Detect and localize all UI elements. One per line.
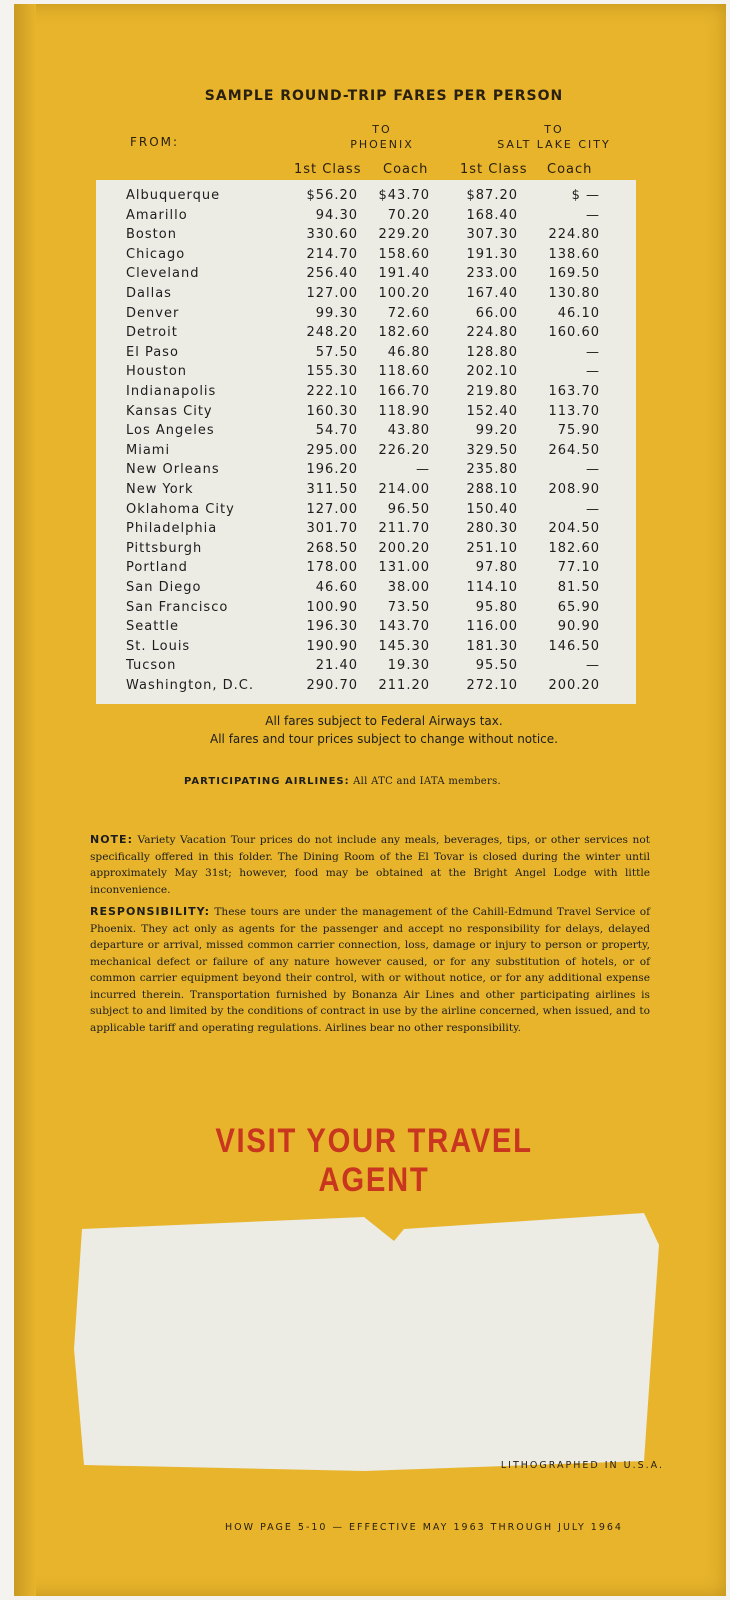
city-name: Boston [126,227,177,243]
fare-row [96,306,636,326]
slc-coach-fare: 208.90 [548,482,600,497]
fare-row [96,482,636,502]
phoenix-coach-fare: 211.20 [378,678,430,693]
agent-stamp-area [64,1199,684,1479]
phoenix-first-class-fare: 196.30 [306,619,358,635]
fare-row [96,227,636,247]
phoenix-coach-fare: 118.90 [378,403,430,419]
phoenix-coach-fare: 145.30 [378,638,430,654]
city-name: Albuquerque [126,188,221,203]
fare-row [96,286,636,306]
slc-coach-fare: 81.50 [557,580,600,595]
slc-first-class-fare: 116.00 [466,619,518,635]
slc-first-class-fare: 219.80 [466,384,518,399]
city-name: Washington, D.C. [126,678,255,693]
phoenix-first-class-fare: 268.50 [306,540,358,556]
slc-first-class-fare: 168.40 [466,207,518,223]
slc-coach-fare: 77.10 [557,560,600,576]
phoenix-first-class-fare: 214.70 [306,246,358,262]
responsibility-paragraph [90,904,650,1036]
fare-row [96,325,636,345]
phoenix-first-class-fare: 57.50 [315,344,358,360]
slc-coach-fare: 169.50 [548,266,600,282]
fare-row [96,639,636,659]
phoenix-first-class-fare: 256.40 [306,266,358,282]
phoenix-coach-fare: 70.20 [387,207,430,223]
slc-first-class-fare: 307.30 [466,227,518,243]
phoenix-first-class-fare: 196.20 [306,462,358,478]
phoenix-first-class-fare: 46.60 [315,580,358,595]
phoenix-coach-header: Coach [383,162,429,177]
phoenix-first-class-header: 1st Class [294,162,362,177]
fare-row [96,541,636,561]
city-name: Dallas [126,286,172,301]
change-footnote: All fares and tour prices subject to change without notice. [210,732,558,746]
phoenix-coach-fare: 46.80 [387,344,430,360]
fare-row [96,658,636,678]
participating-airlines [184,776,624,787]
note-paragraph [90,832,650,898]
slc-coach-fare: 75.90 [557,423,600,439]
fare-row [96,521,636,541]
note-text: Variety Vacation Tour prices do not include any meals, beverages, tips, or other services not specifically offered in this folder. The Dining Room of the El Tovar is closed during the winter until approximately May 31st; however, food may be obtained at the Bright Angel Lodge with little inconvenience. [90,834,650,896]
fare-row [96,364,636,384]
phoenix-first-class-fare: 99.30 [315,305,358,321]
slc-first-class-fare: 235.80 [466,462,518,478]
phoenix-header [302,122,462,152]
phoenix-coach-fare: 19.30 [387,658,430,674]
fare-row [96,384,636,404]
phoenix-coach-fare: 182.60 [378,325,430,341]
from-label: FROM: [130,135,180,149]
note-label: NOTE: [90,833,133,846]
tax-footnote: All fares subject to Federal Airways tax. [265,714,503,728]
phoenix-coach-fare: 158.60 [378,246,430,262]
city-name: Los Angeles [126,423,215,439]
phoenix-coach-fare: 38.00 [387,580,430,595]
visit-travel-agent-headline: VISIT YOUR TRAVEL AGENT [215,1122,533,1199]
city-name: Pittsburgh [126,540,203,556]
slc-coach-fare: — [586,501,600,517]
slc-first-class-fare: 251.10 [466,540,518,556]
phoenix-first-class-fare: 100.90 [306,599,358,615]
city-name: Denver [126,305,180,321]
slc-header [469,122,639,152]
phoenix-first-class-fare: 330.60 [306,227,358,243]
phoenix-coach-fare: 226.20 [378,442,430,458]
participating-label: PARTICIPATING AIRLINES: [184,776,350,787]
phoenix-coach-fare: 143.70 [378,619,430,635]
slc-coach-fare: 264.50 [548,442,600,458]
phoenix-coach-fare: 100.20 [378,286,430,301]
slc-coach-header: Coach [547,162,593,177]
phoenix-first-class-fare: 222.10 [306,384,358,399]
slc-coach-fare: 182.60 [548,540,600,556]
effective-dates: HOW PAGE 5-10 — EFFECTIVE MAY 1963 THROUGH JULY 1964 [225,1522,623,1533]
phoenix-coach-fare: 191.40 [378,266,430,282]
phoenix-first-class-fare: 190.90 [306,638,358,654]
phoenix-first-class-fare: 127.00 [306,501,358,517]
fare-row [96,345,636,365]
slc-first-class-fare: 191.30 [466,246,518,262]
slc-coach-fare: 46.10 [557,305,600,321]
slc-coach-fare: 146.50 [548,638,600,654]
slc-coach-fare: — [586,207,600,223]
slc-first-class-fare: 272.10 [466,678,518,693]
phoenix-coach-fare: 96.50 [387,501,430,517]
slc-coach-fare: 204.50 [548,521,600,537]
agent-stamp-panel [74,1213,659,1471]
fare-table [96,180,636,704]
phoenix-first-class-fare: 160.30 [306,403,358,419]
phoenix-coach-fare: 131.00 [378,560,430,576]
slc-first-class-fare: 152.40 [466,403,518,419]
slc-first-class-fare: 150.40 [466,501,518,517]
fare-row [96,600,636,620]
fare-row [96,560,636,580]
city-name: Oklahoma City [126,501,235,517]
fare-row [96,404,636,424]
slc-coach-fare: 200.20 [548,678,600,693]
phoenix-to-label: TO [372,123,392,136]
fare-row [96,462,636,482]
page-edge [14,4,36,1596]
responsibility-label: RESPONSIBILITY: [90,905,211,918]
slc-coach-fare: — [586,344,600,360]
city-name: Amarillo [126,207,188,223]
phoenix-coach-fare: 118.60 [378,364,430,380]
fare-row [96,580,636,600]
fare-row [96,188,636,208]
city-name: Kansas City [126,403,213,419]
phoenix-first-class-fare: 94.30 [315,207,358,223]
slc-first-class-fare: 233.00 [466,266,518,282]
phoenix-coach-fare: 200.20 [378,540,430,556]
city-name: Chicago [126,246,186,262]
phoenix-label: PHOENIX [350,138,414,151]
phoenix-first-class-fare: 21.40 [315,658,358,674]
phoenix-coach-fare: $43.70 [378,188,430,203]
city-name: Philadelphia [126,521,218,537]
slc-coach-fare: 90.90 [557,619,600,635]
city-name: Seattle [126,619,180,635]
city-name: Houston [126,364,188,380]
slc-coach-fare: — [586,462,600,478]
slc-coach-fare: 160.60 [548,325,600,341]
brochure-page [14,4,726,1596]
slc-coach-fare: 163.70 [548,384,600,399]
slc-first-class-fare: 181.30 [466,638,518,654]
slc-first-class-fare: 329.50 [466,442,518,458]
page-title: SAMPLE ROUND-TRIP FARES PER PERSON [204,88,564,104]
city-name: Miami [126,442,171,458]
slc-first-class-header: 1st Class [460,162,528,177]
slc-first-class-fare: 95.50 [475,658,518,674]
city-name: Cleveland [126,266,200,282]
fare-row [96,678,636,698]
city-name: Indianapolis [126,384,217,399]
phoenix-first-class-fare: 290.70 [306,678,358,693]
phoenix-coach-fare: 214.00 [378,482,430,497]
phoenix-coach-fare: 73.50 [387,599,430,615]
phoenix-first-class-fare: $56.20 [306,188,358,203]
fare-row [96,502,636,522]
phoenix-coach-fare: 166.70 [378,384,430,399]
slc-coach-fare: 130.80 [548,286,600,301]
fare-row [96,423,636,443]
phoenix-coach-fare: 72.60 [387,305,430,321]
slc-label: SALT LAKE CITY [497,138,611,151]
slc-to-label: TO [544,123,564,136]
slc-first-class-fare: $87.20 [466,188,518,203]
phoenix-first-class-fare: 127.00 [306,286,358,301]
city-name: San Diego [126,580,202,595]
fare-row [96,208,636,228]
participating-text: All ATC and IATA members. [353,776,502,787]
city-name: Portland [126,560,188,576]
slc-coach-fare: 224.80 [548,227,600,243]
slc-coach-fare: $ — [571,188,600,203]
slc-first-class-fare: 97.80 [475,560,518,576]
slc-first-class-fare: 202.10 [466,364,518,380]
city-name: Detroit [126,325,178,341]
phoenix-coach-fare: 211.70 [378,521,430,537]
phoenix-first-class-fare: 311.50 [306,482,358,497]
phoenix-coach-fare: 229.20 [378,227,430,243]
slc-first-class-fare: 280.30 [466,521,518,537]
city-name: New Orleans [126,462,220,478]
slc-first-class-fare: 224.80 [466,325,518,341]
fare-row [96,619,636,639]
slc-coach-fare: 65.90 [557,599,600,615]
slc-first-class-fare: 95.80 [475,599,518,615]
slc-first-class-fare: 114.10 [466,580,518,595]
phoenix-first-class-fare: 54.70 [315,423,358,439]
responsibility-text: These tours are under the management of the Cahill-Edmund Travel Service of Phoenix. They act only as agents for the passenger and accept no responsibility for delays, delayed departure or arrival, missed common carrier connection, loss, damage or injury to person or property, mechanical defect or failure of any nature however caused, or for any substitution of hotels, or of common carrier equipment beyond their control, with or without notice, or for any additional expense incurred therein. Transportation furnished by Bonanza Air Lines and other participating airlines is subject to and limited by the conditions of contract in use by the airline concerned, when issued, and to applicable tariff and operating regulations. Airlines bear no other responsibility. [90,906,651,1034]
city-name: San Francisco [126,599,229,615]
slc-first-class-fare: 288.10 [466,482,518,497]
fare-row [96,266,636,286]
lithographed-note: LITHOGRAPHED IN U.S.A. [500,1460,664,1471]
fare-row [96,247,636,267]
fare-row [96,443,636,463]
phoenix-first-class-fare: 301.70 [306,521,358,537]
slc-coach-fare: 113.70 [548,403,600,419]
slc-first-class-fare: 128.80 [466,344,518,360]
slc-coach-fare: — [586,364,600,380]
phoenix-first-class-fare: 248.20 [306,325,358,341]
phoenix-first-class-fare: 155.30 [306,364,358,380]
city-name: El Paso [126,344,179,360]
slc-first-class-fare: 99.20 [475,423,518,439]
phoenix-coach-fare: 43.80 [387,423,430,439]
slc-coach-fare: — [586,658,600,674]
phoenix-first-class-fare: 295.00 [306,442,358,458]
city-name: Tucson [126,658,177,674]
slc-coach-fare: 138.60 [548,246,600,262]
slc-first-class-fare: 167.40 [466,286,518,301]
slc-first-class-fare: 66.00 [475,305,518,321]
phoenix-first-class-fare: 178.00 [306,560,358,576]
city-name: St. Louis [126,638,191,654]
city-name: New York [126,482,194,497]
phoenix-coach-fare: — [416,462,430,478]
